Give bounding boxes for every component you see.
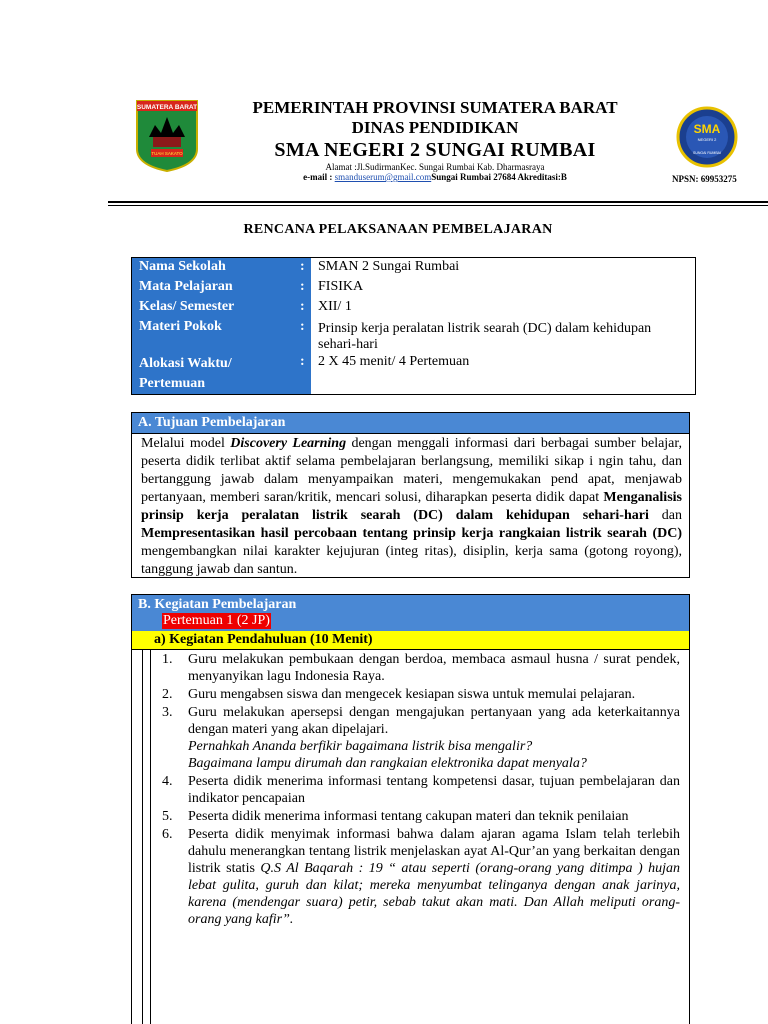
gov-title: PEMERINTAH PROVINSI SUMATERA BARAT	[252, 98, 618, 117]
logo-left-motto: TUAH SAKATO	[151, 151, 183, 156]
section-a-title: A. Tujuan Pembelajaran	[138, 415, 286, 430]
column-divider	[150, 650, 151, 1024]
identity-table	[131, 257, 696, 395]
logo-right-bottom: SUNGAI RUMBAI	[692, 151, 722, 155]
identity-label: Materi Pokok	[139, 319, 222, 334]
identity-value: Prinsip kerja peralatan listrik searah (DC) dalam kehidupan sehari-hari	[318, 321, 652, 352]
school-address: Alamat :Jl.SudirmanKec. Sungai Rumbai Kab. Dharmasraya	[325, 162, 545, 172]
identity-label: Alokasi Waktu/ Pertemuan	[139, 356, 232, 391]
identity-colon: :	[300, 319, 305, 334]
quran-reference: Q.S Al Baqarah : 19 “ atau seperti (orang-orang yang ditimpa ) hujan lebat gulita, guruh dan kilat; mereka menyumbat telinganya dengan anak jarinya, karena (mendengar suara) petir, sebab takut akan mati. Dan Allah meliputi orang-orang yang kafir”.	[188, 861, 680, 927]
identity-value: XII/ 1	[318, 299, 352, 314]
objective-text: dengan menggali informasi dari berbagai sumber belajar, peserta didik terlibat aktif selama pembelajaran berlangsung, memiliki sikap i ngin tahu, dan bertanggung jawab dalam menyampaikan materi, mengemukakan pend apat, menjawab pertanyaan, memberi saran/kritik, mencari solusi, diharapkan peserta didik dapat	[141, 436, 683, 505]
dept-title: DINAS PENDIDIKAN	[351, 118, 519, 137]
school-title: SMA NEGERI 2 SUNGAI RUMBAI	[274, 139, 596, 161]
logo-left-text: SUMATERA BARAT	[136, 104, 198, 111]
step-number: 3.	[162, 705, 173, 720]
sumbar-emblem-logo	[135, 99, 199, 173]
step-text: Peserta didik menerima informasi tentang kompetensi dasar, tujuan pembelajaran dan indikator pencapaian	[188, 774, 680, 806]
identity-colon: :	[300, 354, 305, 369]
list-item	[162, 773, 680, 807]
list-item	[162, 686, 680, 703]
logo-right-text: SMA	[693, 122, 721, 136]
step-text: Guru mengabsen siswa dan mengecek kesiapan siswa untuk memulai pelajaran.	[188, 687, 636, 702]
identity-value: SMAN 2 Sungai Rumbai	[318, 259, 460, 274]
objective-text: Melalui model	[141, 436, 231, 451]
school-contact	[200, 172, 670, 182]
column-divider	[142, 650, 143, 1024]
activity-steps-list	[162, 651, 680, 929]
identity-label: Kelas/ Semester	[139, 299, 235, 314]
school-badge-logo	[670, 106, 744, 168]
header-divider-thin	[108, 205, 768, 206]
section-b-header	[131, 594, 690, 632]
list-item	[162, 704, 680, 772]
list-item	[162, 651, 680, 685]
section-a-body	[131, 433, 690, 578]
email-link[interactable]: smanduserum@gmail.com	[334, 172, 432, 182]
step-number: 6.	[162, 827, 173, 842]
identity-value: FISIKA	[318, 279, 364, 294]
step-text: Guru melakukan apersepsi dengan mengajukan pertanyaan yang ada keterkaitannya dengan materi yang akan dipelajari.	[188, 705, 680, 737]
section-a-header	[131, 412, 690, 434]
step-number: 2.	[162, 687, 173, 702]
header-divider	[108, 201, 768, 203]
objective-competence-2: Mempresentasikan hasil percobaan tentang prinsip kerja rangkaian listrik searah (DC)	[141, 526, 682, 541]
list-item	[162, 826, 680, 928]
email-suffix: Sungai Rumbai 27684 Akreditasi:B	[431, 172, 567, 182]
step-text: Peserta didik menerima informasi tentang cakupan materi dan teknik penilaian	[188, 809, 629, 824]
intro-activity-title: a) Kegiatan Pendahuluan (10 Menit)	[154, 632, 373, 647]
meeting-label: Pertemuan 1 (2 JP)	[163, 613, 270, 628]
identity-label: Nama Sekolah	[139, 259, 226, 274]
identity-colon: :	[300, 259, 305, 274]
identity-label: Mata Pelajaran	[139, 279, 233, 294]
apperception-question: Pernahkah Ananda berfikir bagaimana listrik bisa mengalir?	[188, 739, 533, 754]
objective-model-name: Discovery Learning	[230, 436, 347, 451]
email-prefix: e-mail :	[303, 172, 335, 182]
apperception-question: Bagaimana lampu dirumah dan rangkaian elektronika dapat menyala?	[188, 756, 587, 771]
step-number: 5.	[162, 809, 173, 824]
objective-competence-1: Menganalisis prinsip kerja peralatan listrik searah (DC) dalam kehidupan sehari-hari	[141, 490, 682, 523]
step-text: Peserta didik menyimak informasi bahwa dalam ajaran agama Islam telah terlebih dahulu menerangkan tentang listrik menjelaskan ayat Al-Qur’an yang berkaitan dengan listrik statis	[188, 827, 680, 876]
step-number: 4.	[162, 774, 173, 789]
objective-text: mengembangkan nilai karakter kejujuran (integ ritas), disiplin, kerja sama (gotong royong), tanggung jawab dan santun.	[141, 544, 682, 577]
section-b-title: B. Kegiatan Pembelajaran	[138, 597, 297, 612]
step-text: Guru melakukan pembukaan dengan berdoa, membaca asmaul husna / surat pendek, menyanyikan lagu Indonesia Raya.	[188, 652, 680, 684]
step-number: 1.	[162, 652, 173, 667]
identity-value: 2 X 45 menit/ 4 Pertemuan	[318, 354, 470, 369]
document-title: RENCANA PELAKSANAAN PEMBELAJARAN	[243, 222, 553, 237]
identity-colon: :	[300, 299, 305, 314]
intro-activity-bar	[132, 631, 689, 650]
identity-colon: :	[300, 279, 305, 294]
logo-right-sub: NEGERI 2	[697, 137, 717, 142]
objective-text: dan	[648, 508, 682, 523]
learning-objective-paragraph	[141, 435, 682, 579]
list-item	[162, 808, 680, 825]
section-b-body	[131, 631, 690, 1024]
npsn-number: NPSN: 69953275	[672, 174, 737, 184]
